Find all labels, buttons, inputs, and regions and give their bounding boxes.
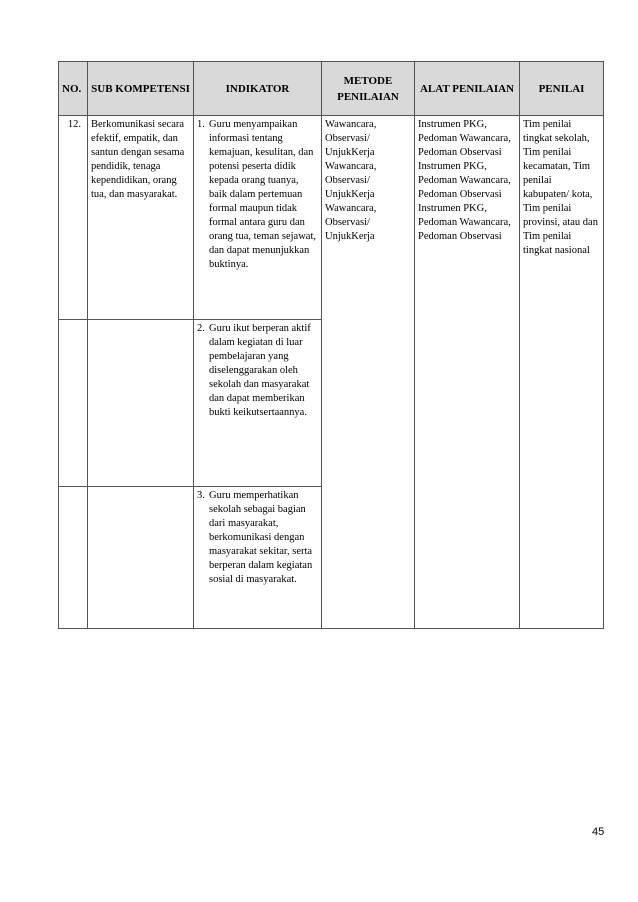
cell-indikator-3 — [194, 487, 322, 629]
cell-sub-kompetensi-empty — [88, 320, 194, 487]
cell-sub-kompetensi-empty — [88, 487, 194, 629]
header-no: NO. — [59, 62, 88, 116]
cell-no-empty — [59, 320, 88, 487]
header-indikator: INDIKATOR — [194, 62, 322, 116]
cell-sub-kompetensi: Berkomunikasi secara efektif, empatik, dan santun dengan sesama pendidik, tenaga kependidikan, orang tua, dan masyarakat. — [88, 116, 194, 320]
cell-metode-penilaian: Wawancara, Observasi/ UnjukKerja Wawancara, Observasi/ UnjukKerja Wawancara, Observasi/ UnjukKerja — [322, 116, 415, 629]
cell-alat-penilaian: Instrumen PKG, Pedoman Wawancara, Pedoman Observasi Instrumen PKG, Pedoman Wawancara, Pedoman Observasi Instrumen PKG, Pedoman Wawancara, Pedoman Observasi — [415, 116, 520, 629]
header-metode-penilaian: METODE PENILAIAN — [322, 62, 415, 116]
indikator-text: Guru menyampaikan informasi tentang kemajuan, kesulitan, dan potensi peserta didik kepada orang tuanya, baik dalam pertemuan formal maupun tidak formal antara guru dan orang tua, teman sejawat, dan dapat menunjukkan buktinya. — [209, 119, 316, 270]
cell-indikator-2 — [194, 320, 322, 487]
header-sub-kompetensi: SUB KOMPETENSI — [88, 62, 194, 116]
cell-indikator-1 — [194, 116, 322, 320]
cell-penilai: Tim penilai tingkat sekolah, Tim penilai kecamatan, Tim penilai kabupaten/ kota, Tim penilai provinsi, atau dan Tim penilai tingkat nasional — [520, 116, 604, 629]
indikator-text: Guru memperhatikan sekolah sebagai bagian dari masyarakat, berkomunikasi dengan masyarakat sekitar, serta berperan dalam kegiatan sosial di masyarakat. — [209, 490, 313, 585]
indikator-number: 2. — [197, 323, 205, 334]
assessment-table — [58, 61, 604, 629]
page-number: 45 — [592, 826, 605, 838]
indikator-number: 1. — [197, 119, 205, 130]
header-row — [59, 62, 604, 116]
indikator-text: Guru ikut berperan aktif dalam kegiatan di luar pembelajaran yang diselenggarakan oleh sekolah dan masyarakat dan dapat memberikan bukti keikutsertaannya. — [209, 323, 311, 418]
table-row — [59, 116, 604, 320]
header-alat-penilaian: ALAT PENILAIAN — [415, 62, 520, 116]
header-penilai: PENILAI — [520, 62, 604, 116]
indikator-number: 3. — [197, 490, 205, 501]
cell-no-empty — [59, 487, 88, 629]
cell-no: 12. — [59, 116, 88, 320]
